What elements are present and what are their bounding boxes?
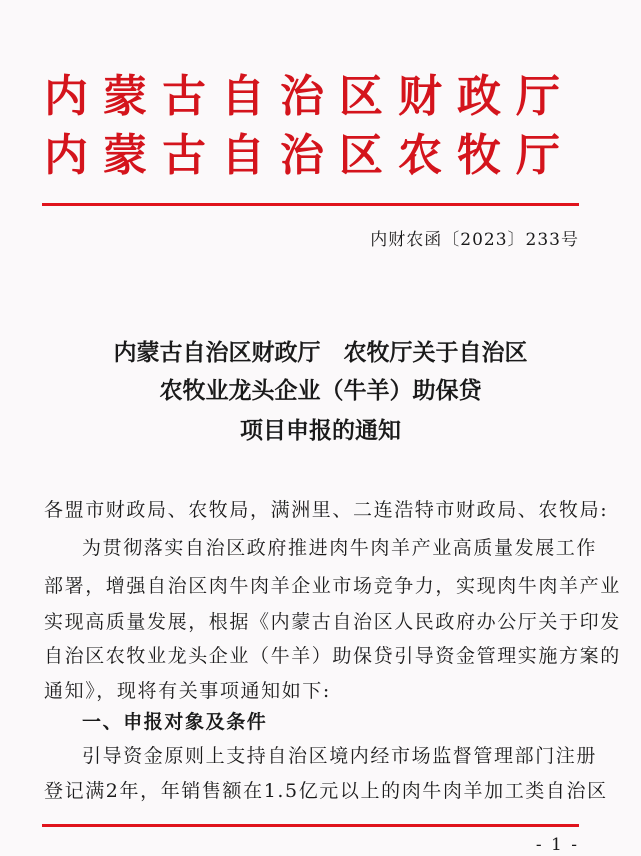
title-line-1: 内蒙古自治区财政厅 农牧厅关于自治区 [113, 340, 528, 366]
title-line-2: 农牧业龙头企业（牛羊）助保贷 [159, 378, 482, 404]
letterhead-agriculture: 内蒙古自治区农牧厅 [44, 130, 575, 181]
footer-red-divider [42, 824, 579, 827]
body-line: 登记满2年，年销售额在1.5亿元以上的肉牛肉羊加工类自治区 [44, 780, 608, 802]
section-heading: 一、申报对象及条件 [82, 711, 268, 733]
body-line: 通知》，现将有关事项通知如下: [44, 680, 331, 702]
salutation: 各盟市财政局、农牧局，满洲里、二连浩特市财政局、农牧局: [44, 499, 609, 521]
body-line: 自治区农牧业龙头企业（牛羊）助保贷引导资金管理实施方案的 [44, 645, 621, 667]
body-line: 为贯彻落实自治区政府推进肉牛肉羊产业高质量发展工作 [82, 537, 598, 559]
page-number: - 1 - [535, 835, 579, 855]
body-line: 部署，增强自治区肉牛肉羊企业市场竞争力，实现肉牛肉羊产业 [44, 575, 621, 597]
body-line: 实现高质量发展，根据《内蒙古自治区人民政府办公厅关于印发 [44, 611, 621, 633]
document-number: 内财农函〔2023〕233号 [370, 230, 579, 250]
body-line: 引导资金原则上支持自治区境内经市场监督管理部门注册 [82, 745, 598, 767]
letterhead-finance: 内蒙古自治区财政厅 [44, 71, 575, 122]
title-line-3: 项目申报的通知 [240, 418, 401, 444]
letterhead-red-divider [42, 203, 579, 206]
